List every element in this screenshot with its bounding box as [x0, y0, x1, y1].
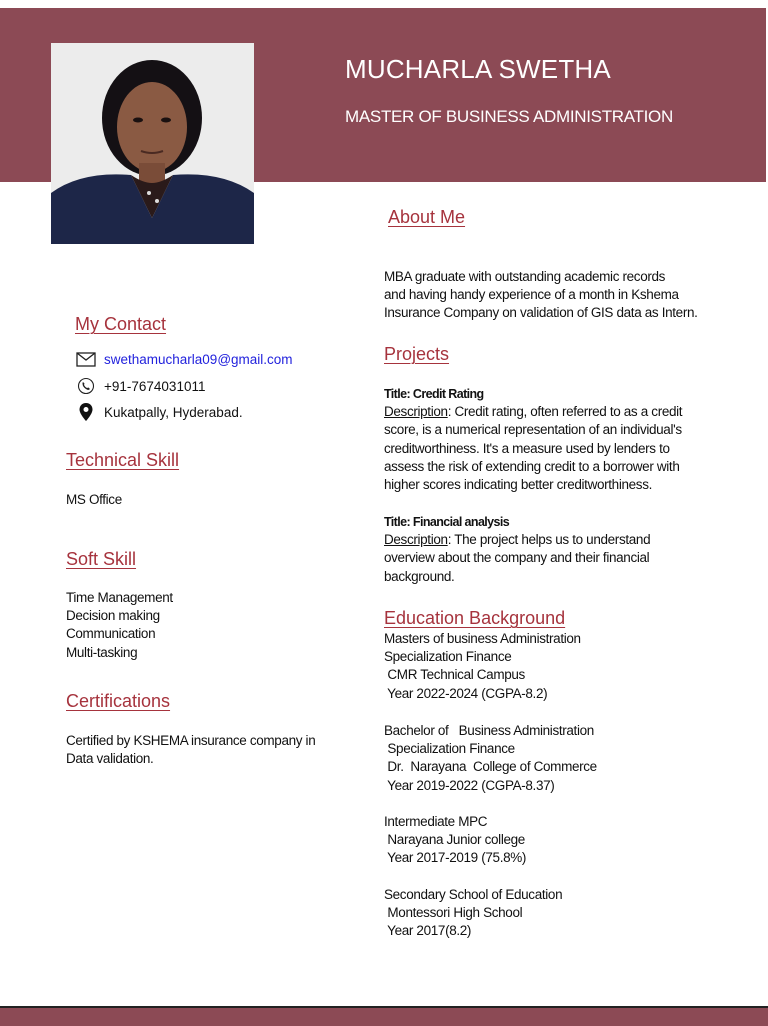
soft-skill-item: Time Management — [66, 590, 173, 605]
certification-line: Data validation. — [66, 751, 154, 767]
profile-photo-image — [51, 43, 254, 244]
envelope-icon — [76, 350, 96, 368]
about-me-heading: About Me — [388, 207, 466, 227]
education-block — [384, 886, 562, 941]
education-line: Secondary School of Education — [384, 887, 563, 902]
project-1 — [384, 385, 682, 494]
project-desc-label: Description — [384, 404, 448, 420]
education-line: Year 2019-2022 (CGPA-8.37) — [384, 777, 555, 793]
education-line: Intermediate MPC — [384, 814, 488, 829]
footer-band — [0, 1006, 768, 1026]
about-line: MBA graduate with outstanding academic records — [384, 269, 666, 284]
project-desc-line: : Credit rating, often referred to as a credit — [447, 404, 683, 420]
contact-email-row — [76, 350, 293, 368]
soft-skill-item: Multi-tasking — [66, 644, 138, 660]
contact-email[interactable]: swethamucharla09@gmail.com — [104, 351, 293, 367]
education-block — [384, 813, 526, 868]
contact-location-row — [76, 403, 243, 421]
education-line: Year 2017(8.2) — [384, 923, 472, 939]
about-line: Insurance Company on validation of GIS data as Intern. — [384, 305, 698, 321]
education-line: CMR Technical Campus — [384, 667, 525, 683]
project-desc-line: overview about the company and their financial — [384, 550, 650, 566]
soft-skill-item: Communication — [66, 626, 156, 642]
profile-photo — [51, 43, 254, 244]
technical-skill-heading: Technical Skill — [66, 450, 180, 470]
soft-skill-item: Decision making — [66, 608, 160, 624]
education-line: Year 2022-2024 (CGPA-8.2) — [384, 685, 548, 701]
project-title: Title: Credit Rating — [384, 387, 484, 401]
project-desc-line: higher scores indicating better creditworthiness. — [384, 477, 652, 493]
contact-heading: My Contact — [75, 314, 167, 334]
education-block — [384, 630, 581, 703]
contact-location: Kukatpally, Hyderabad. — [104, 404, 243, 420]
location-pin-icon — [76, 403, 96, 421]
contact-phone: +91-7674031011 — [104, 378, 206, 394]
project-desc-line: score, is a numerical representation of an individual's — [384, 422, 682, 438]
project-desc-line: : The project helps us to understand — [447, 532, 651, 548]
education-line: Bachelor of Business Administration — [384, 723, 594, 738]
education-line: Narayana Junior college — [384, 832, 525, 848]
phone-icon — [76, 377, 96, 395]
technical-skill-list — [66, 491, 122, 509]
certification-line: Certified by KSHEMA insurance company in — [66, 733, 316, 748]
candidate-degree: MASTER OF BUSINESS ADMINISTRATION — [345, 107, 673, 126]
soft-skill-list — [66, 589, 173, 662]
soft-skill-heading: Soft Skill — [66, 549, 137, 569]
education-heading: Education Background — [384, 608, 566, 628]
project-2 — [384, 513, 650, 586]
project-desc-line: assess the risk of extending credit to a borrower with — [384, 458, 680, 474]
certifications-heading: Certifications — [66, 691, 171, 711]
education-line: Masters of business Administration — [384, 631, 581, 646]
candidate-name: MUCHARLA SWETHA — [345, 54, 611, 84]
about-me-text — [384, 268, 698, 323]
education-line: Montessori High School — [384, 905, 523, 921]
project-desc-label: Description — [384, 532, 448, 548]
education-block — [384, 722, 597, 795]
contact-phone-row — [76, 377, 205, 395]
about-line: and having handy experience of a month in Kshema — [384, 287, 679, 303]
projects-heading: Projects — [384, 344, 450, 364]
project-title: Title: Financial analysis — [384, 515, 510, 529]
project-desc-line: background. — [384, 568, 455, 584]
technical-skill-item: MS Office — [66, 492, 122, 507]
certifications-text — [66, 732, 315, 768]
education-line: Specialization Finance — [384, 741, 515, 757]
education-line: Year 2017-2019 (75.8%) — [384, 850, 527, 866]
project-desc-line: creditworthiness. It's a measure used by lenders to — [384, 440, 670, 456]
education-line: Specialization Finance — [384, 649, 512, 665]
education-line: Dr. Narayana College of Commerce — [384, 759, 597, 775]
